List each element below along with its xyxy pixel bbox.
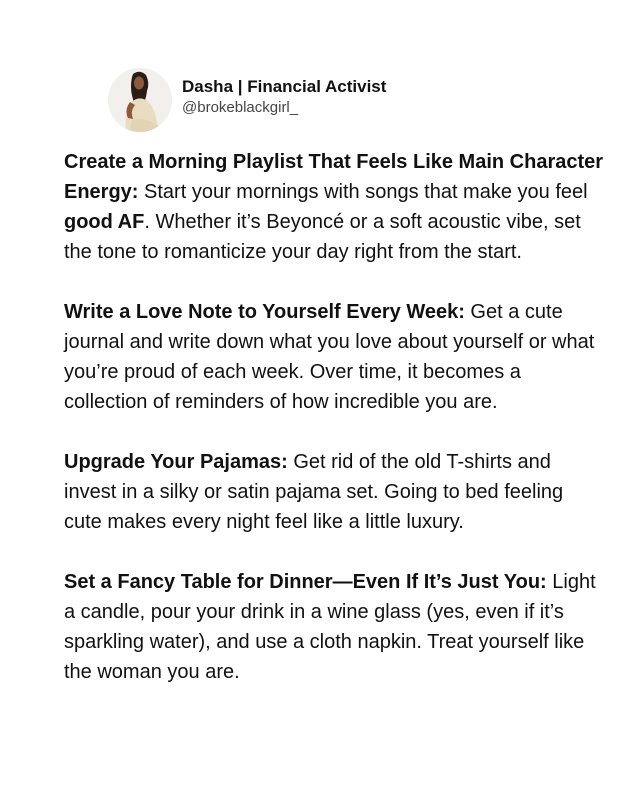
avatar[interactable] [108, 68, 172, 132]
tip-title: Upgrade Your Pajamas: [64, 451, 288, 473]
tip-text: Start your mornings with songs that make you feel [138, 181, 588, 203]
tip-text: . Whether it’s Beyoncé or a soft acoustic vibe, set the tone to romanticize your day right from the start. [64, 211, 581, 263]
tip-text: Get a cute journal and write down what you love about yourself or what you’re proud of each week. Over time, it becomes a collection of reminders of how incredible you are. [64, 301, 595, 413]
author-handle[interactable]: @brokeblackgirl_ [182, 99, 299, 116]
tip-title: Set a Fancy Table for Dinner—Even If It’s Just You: [64, 571, 547, 593]
author-name[interactable]: Dasha | Financial Activist [182, 77, 387, 96]
tip-paragraph [64, 447, 604, 537]
tip-paragraph [64, 297, 604, 417]
tip-title: Create a Morning Playlist That Feels Like Main Character Energy: [64, 151, 604, 203]
profile-photo [108, 68, 172, 132]
tip-text: Get rid of the old T-shirts and invest in a silky or satin pajama set. Going to bed feeling cute makes every night feel like a little luxury. [64, 451, 564, 533]
post-body [64, 147, 604, 717]
tip-title: Write a Love Note to Yourself Every Week: [64, 301, 465, 323]
tip-emphasis: good AF [64, 211, 145, 233]
tip-paragraph [64, 567, 604, 687]
tip-paragraph [64, 147, 604, 267]
tip-text: Light a candle, pour your drink in a wine glass (yes, even if it’s sparkling water), and use a cloth napkin. Treat yourself like the woman you are. [64, 571, 596, 683]
author-info [182, 77, 386, 117]
